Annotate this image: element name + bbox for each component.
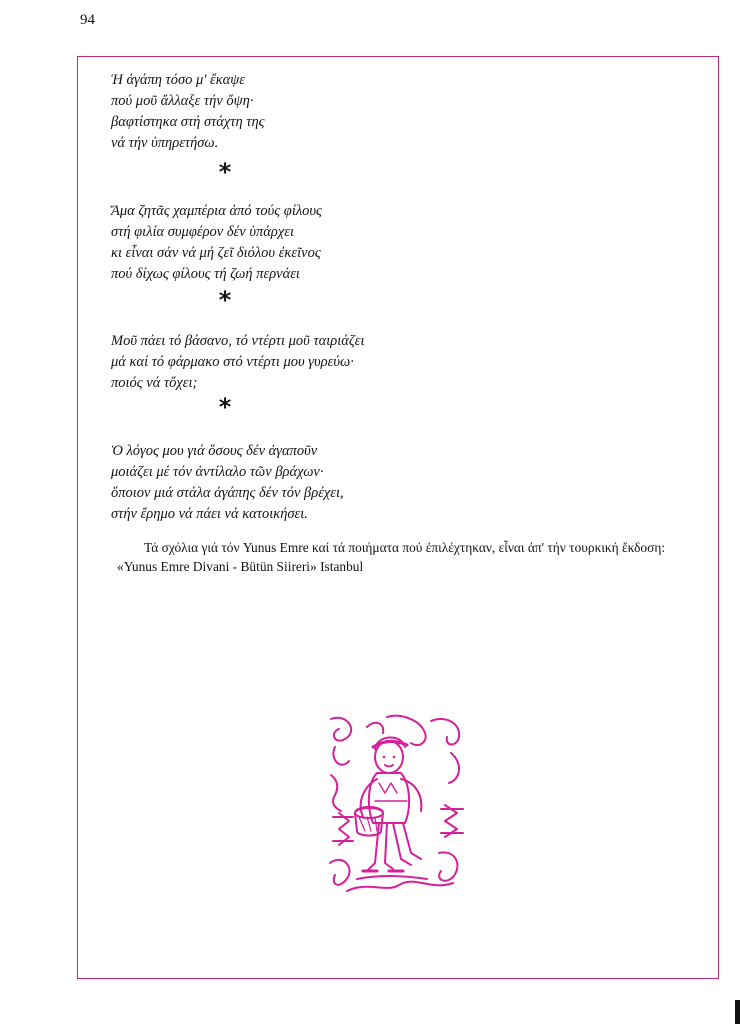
poem-line: νά τήν ὑπηρετήσω. [111, 135, 219, 151]
poem-line: κι εἶναι σάν νά μή ζεῖ διόλου ἐκεῖνος [111, 245, 321, 261]
stanza-divider-asterisk: * [218, 286, 232, 314]
poem-line: μά καί τό φάρμακο στό ντέρτι μου γυρεύω· [111, 354, 354, 370]
poem-line: στήν ἔρημο νά πάει νά κατοικήσει. [111, 506, 308, 522]
poem-stanza-3 [111, 331, 365, 394]
stanza-divider-asterisk: * [218, 158, 232, 186]
poem-line: ποιός νά τὄχει; [111, 375, 198, 391]
poem-line: μοιάζει μέ τόν ἀντίλαλο τῶν βράχων· [111, 464, 324, 480]
poem-line: Ὁ λόγος μου γιά ὅσους δέν ἀγαποῦν [111, 443, 318, 459]
source-note: Τά σχόλια γιά τόν Yunus Emre καί τά ποιήματα πού ἐπιλέχτηκαν, εἶναι ἀπ' τήν τουρκική ἔκδοση: «Yunus Emre Divani - Bütün Siireri» Istanbul [117, 540, 666, 574]
poem-line: Μοῦ πάει τό βάσανο, τό ντέρτι μοῦ ταιριάζει [111, 333, 365, 349]
stanza-divider-asterisk: * [218, 393, 232, 421]
page-number: 94 [80, 12, 95, 28]
poem-line: στή φιλία συμφέρον δέν ὑπάρχει [111, 224, 294, 240]
scan-edge-mark [735, 1000, 740, 1024]
poem-stanza-1 [111, 70, 265, 154]
poem-line: πού μοῦ ἄλλαξε τήν ὄψη· [111, 93, 254, 109]
poem-stanza-2 [111, 201, 322, 285]
poem-line: βαφτίστηκα στή στάχτη της [111, 114, 265, 130]
poem-line: Ἄμα ζητᾶς χαμπέρια ἀπό τούς φίλους [111, 203, 322, 219]
poem-line: ὅποιον μιά στάλα ἀγάπης δέν τόν βρέχει, [111, 485, 344, 501]
tile-figure-illustration [327, 713, 467, 894]
poem-line: Ἡ ἀγάπη τόσο μ' ἔκαψε [111, 72, 246, 88]
poem-line: πού δίχως φίλους τή ζωή περνάει [111, 266, 300, 282]
poem-stanza-4 [111, 441, 344, 525]
